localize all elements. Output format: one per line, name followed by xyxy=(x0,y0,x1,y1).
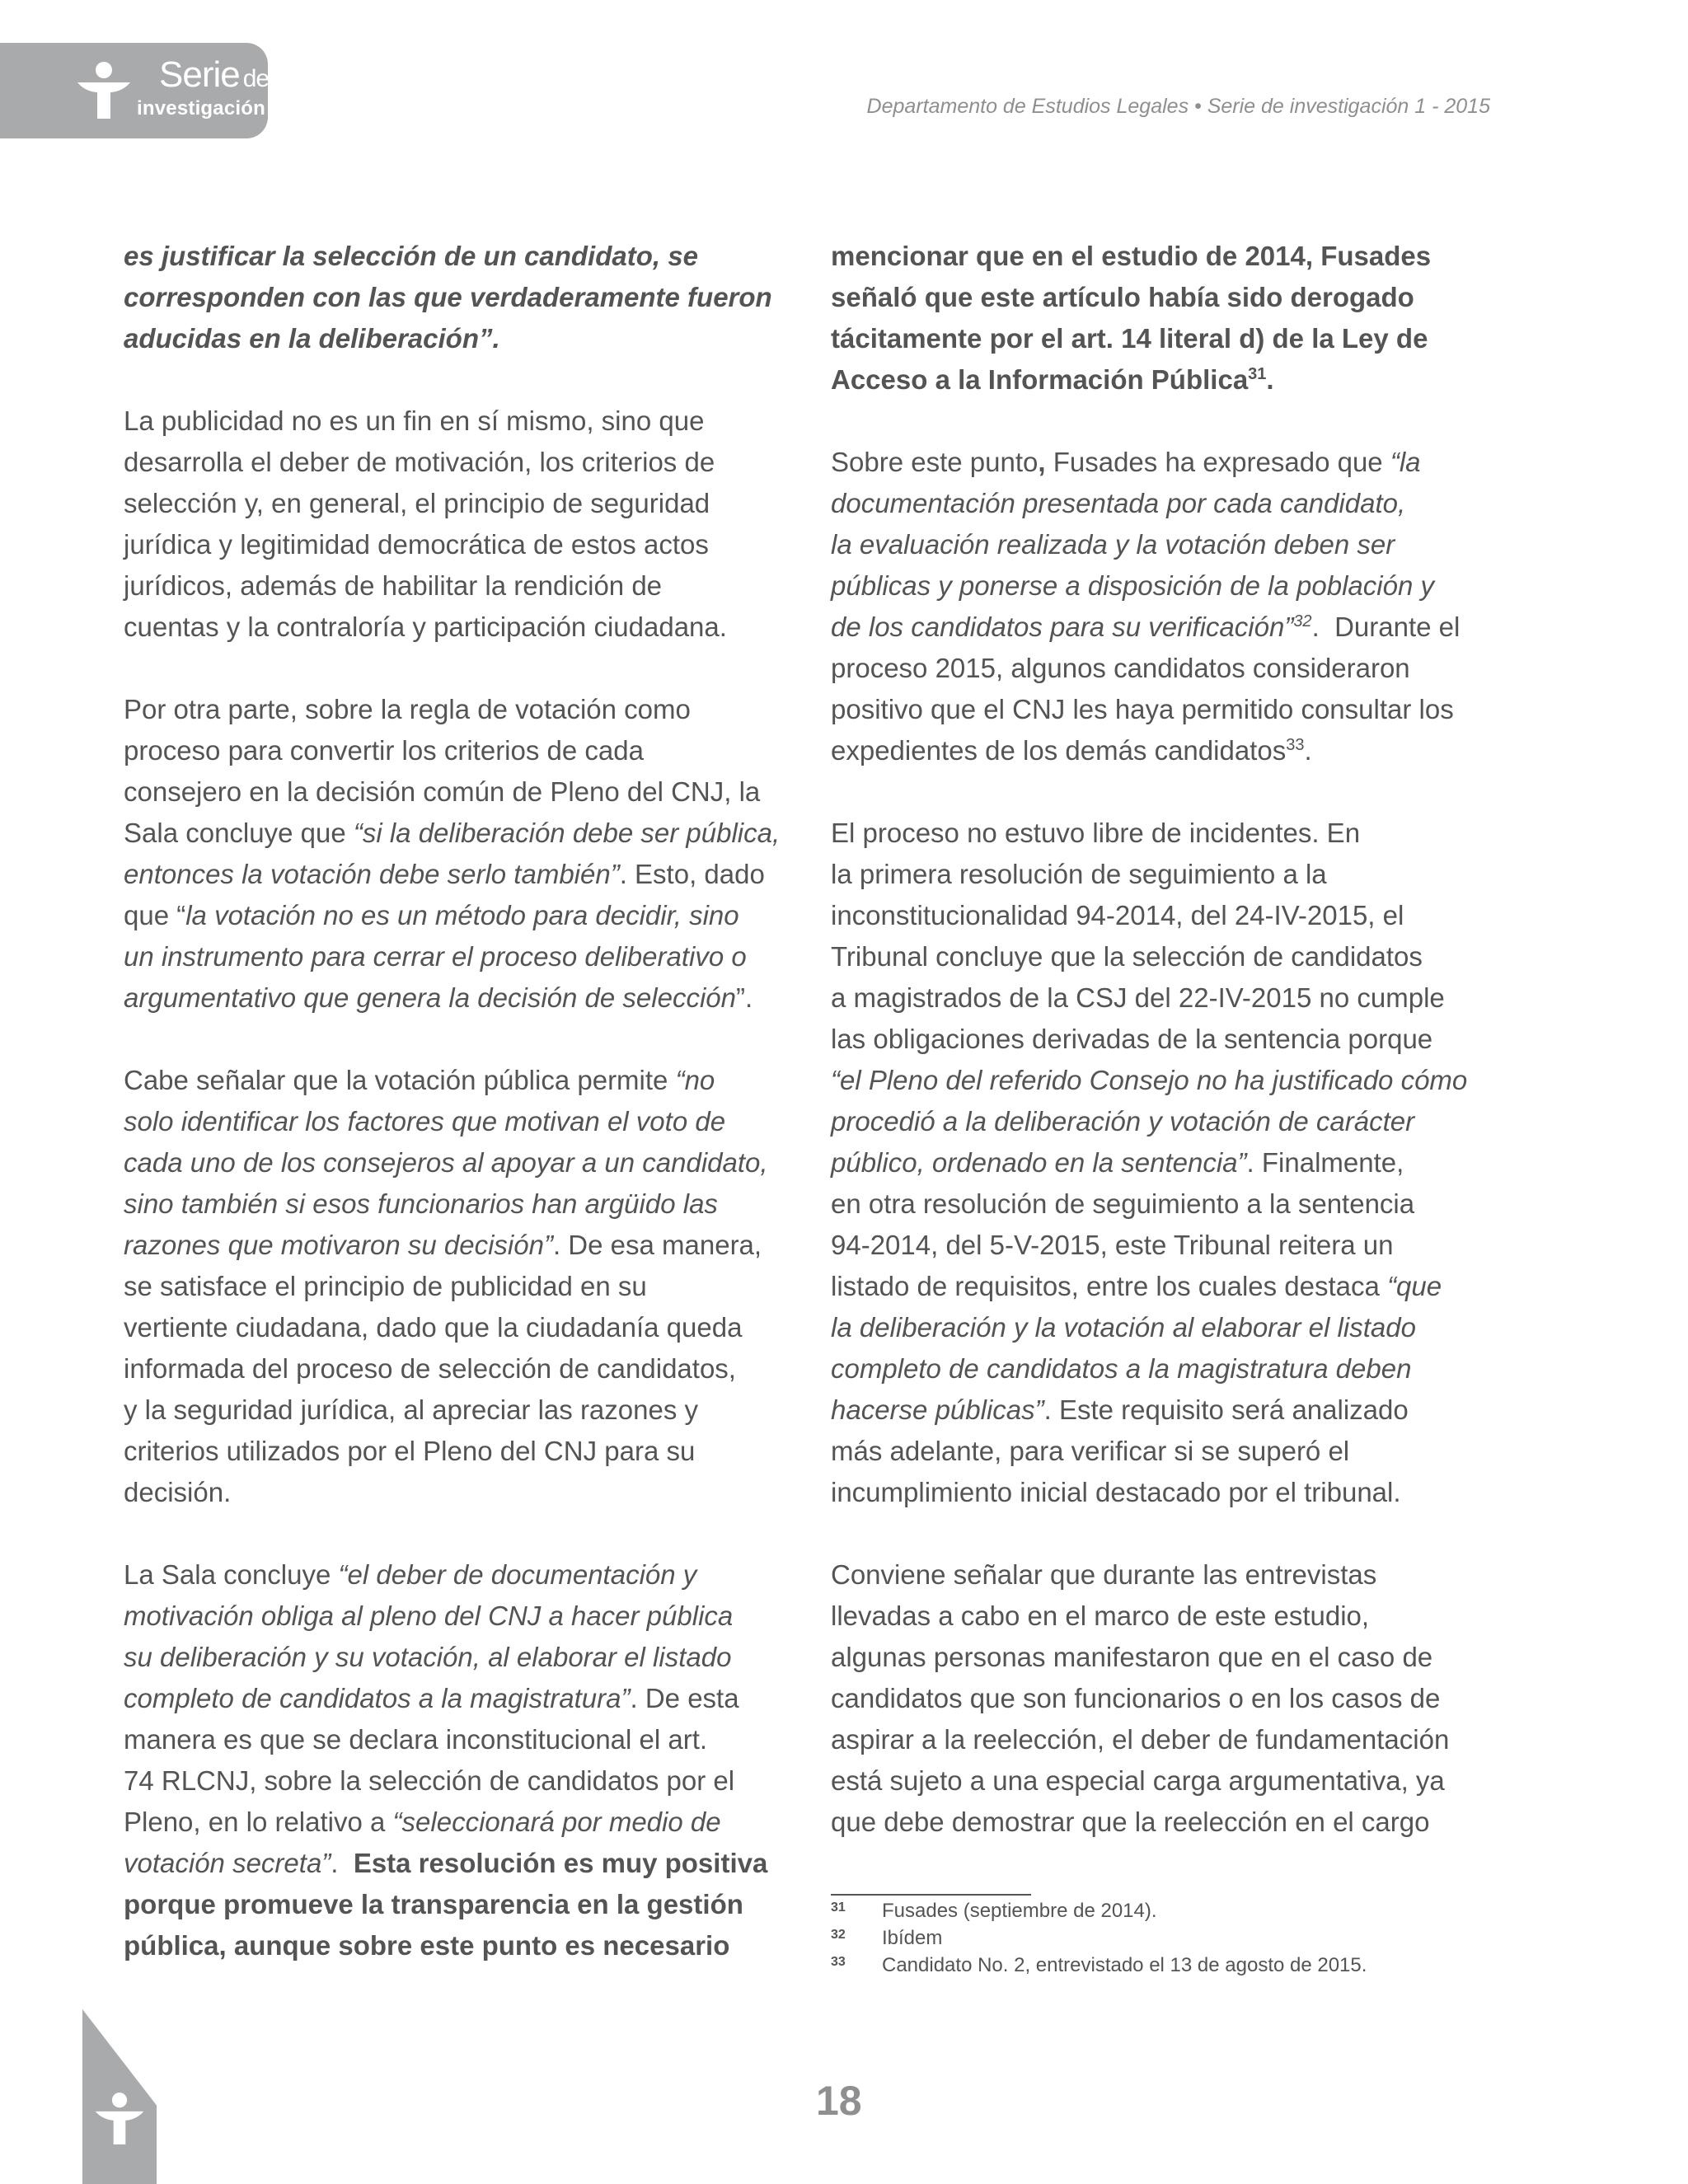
series-subtitle: investigación xyxy=(137,97,265,120)
series-badge xyxy=(0,43,268,138)
paragraph: Conviene señalar que durante las entrevistas llevadas a cabo en el marco de este estudio, algunas personas manifestaron que en el caso de candidatos que son funcionarios o en los casos de aspirar a la reelección, el deber de fundamentación está sujeto a una especial carga argumentativa, ya que debe demostrar que la reelección en el cargo xyxy=(831,1559,1450,1837)
paragraph: Sobre este punto, Fusades ha expresado que “la documentación presentada por cada candidato, la evaluación realizada y la votación deben ser públicas y ponerse a disposición de la población y de los candidatos para su verificación”$^{32}$. Durante el proceso 2015, algunos candidatos consideraron positivo que el CNJ les haya permitido consultar los expedientes de los demás candidatos$^{33}$. xyxy=(831,447,1461,766)
footnote: 33 Candidato No. 2, entrevistado el 13 de agosto de 2015. xyxy=(831,1954,1367,1976)
footnote: 32 Ibídem xyxy=(831,1927,943,1949)
paragraph: Por otra parte, sobre la regla de votación como proceso para convertir los criterios de cada consejero en la decisión común de Pleno del CNJ, la Sala concluye que “si la deliberación debe ser pública, entonces la votación debe serlo también”. Esto, dado que “la votación no es un método para decidir, sino un instrumento para cerrar el proceso deliberativo o argumentativo que genera la decisión de selección”. xyxy=(124,694,781,1013)
left-column xyxy=(124,236,783,1966)
person-logo-icon xyxy=(76,61,132,120)
paragraph: El proceso no estuvo libre de incidentes. En la primera resolución de seguimiento a la inconstitucionalidad 94-2014, del 24-IV-2015, el Tribunal concluye que la selección de candidatos a magistrados de la CSJ del 22-IV-2015 no cumple las obligaciones derivadas de la sentencia porque “el Pleno del referido Consejo no ha justificado cómo procedió a la deliberación y votación de carácter público, ordenado en la sentencia”. Finalmente, en otra resolución de seguimiento a la sentencia 94-2014, del 5-V-2015, este Tribunal reitera un listado de requisitos, entre los cuales destaca “que la deliberación y la votación al elaborar el listado completo de candidatos a la magistratura deben hacerse públicas”. Este requisito será analizado más adelante, para verificar si se superó el incumplimiento inicial destacado por el tribunal. xyxy=(831,818,1468,1507)
footnote-divider xyxy=(831,1894,1031,1896)
footnotes xyxy=(831,1897,1490,1979)
paragraph: Cabe señalar que la votación pública permite “no solo identificar los factores que motivan el voto de cada uno de los consejeros al apoyar a un candidato, sino también si esos funcionarios han argüido las razones que motivaron su decisión”. De esa manera, se satisface el principio de publicidad en su vertiente ciudadana, dado que la ciudadanía queda informada del proceso de selección de candidatos, y la seguridad jurídica, al apreciar las razones y criterios utilizados por el Pleno del CNJ para su decisión. xyxy=(124,1065,768,1507)
footnote-ref: 31 xyxy=(1248,365,1267,383)
paragraph: La publicidad no es un fin en sí mismo, sino que desarrolla el deber de motivación, los criterios de selección y, en general, el principio de seguridad jurídica y legitimidad democrática de estos actos jurídicos, además de habilitar la rendición de cuentas y la contraloría y participación ciudadana. xyxy=(124,405,727,642)
side-tab xyxy=(82,2009,157,2184)
running-header: Departamento de Estudios Legales • Serie de investigación 1 - 2015 xyxy=(866,95,1490,118)
paragraph: mencionar que en el estudio de 2014, Fusades señaló que este artículo había sido derogado tácitamente por el art. 14 literal d) de la Ley de Acceso a la Información Pública$^{31}$. xyxy=(831,241,1432,395)
right-column xyxy=(831,236,1490,1843)
footnote-ref: 33 xyxy=(1286,736,1305,754)
paragraph: es justificar la selección de un candidato, se corresponden con las que verdaderamente fueron aducidas en la deliberación”. xyxy=(124,241,772,354)
person-logo-icon xyxy=(94,2092,145,2146)
paragraph: La Sala concluye “el deber de documentación y motivación obliga al pleno del CNJ a hacer pública su deliberación y su votación, al elaborar el listado completo de candidatos a la magistratura”. De esta manera es que se declara inconstitucional el art. 74 RLCNJ, sobre la selección de candidatos por el Pleno, en lo relativo a “seleccionará por medio de votación secreta”. Esta resolución es muy positiva porque promueve la transparencia en la gestión pública, aunque sobre este punto es necesario xyxy=(124,1559,768,1961)
series-title: Serie de xyxy=(159,54,270,95)
footnote-ref: 32 xyxy=(1293,612,1312,630)
footnote: 31 Fusades (septiembre de 2014). xyxy=(831,1900,1157,1922)
page-number: 18 xyxy=(816,2078,862,2124)
